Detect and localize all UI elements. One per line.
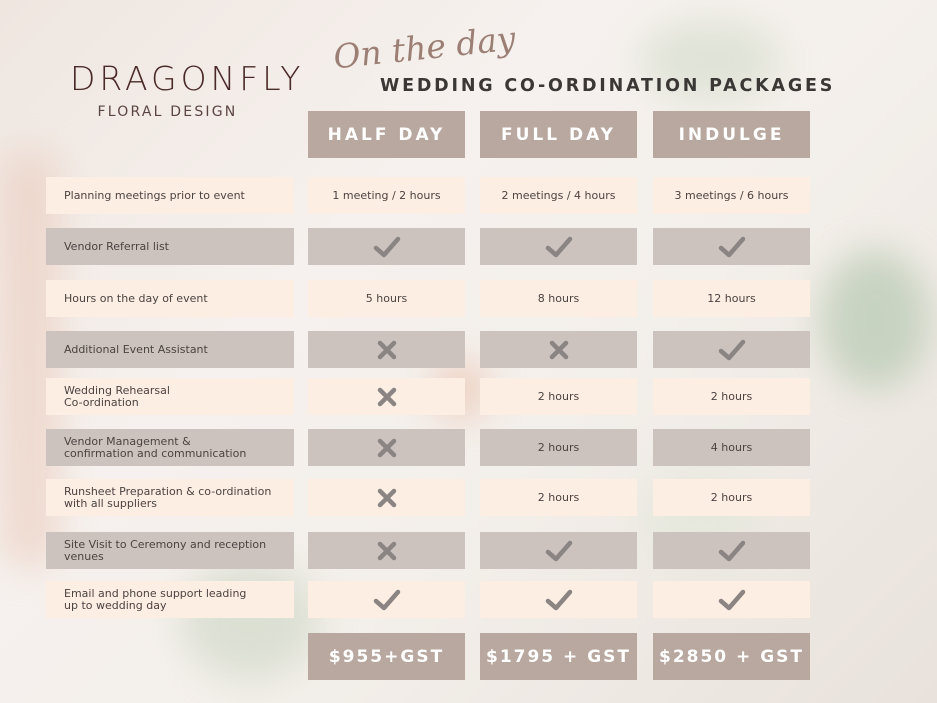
- cross-icon: [373, 539, 401, 563]
- package-header-2: INDULGE: [653, 111, 810, 158]
- check-icon: [308, 581, 465, 618]
- package-price-2: $2850 + GST: [653, 633, 810, 680]
- background-blur: [820, 250, 930, 390]
- feature-label: Vendor Management & confirmation and communication: [46, 429, 294, 466]
- package-header-0: HALF DAY: [308, 111, 465, 158]
- cross-icon: [308, 479, 465, 516]
- cross-icon: [308, 331, 465, 368]
- feature-label: Hours on the day of event: [46, 280, 294, 317]
- check-icon: [545, 588, 573, 612]
- package-price-1: $1795 + GST: [480, 633, 637, 680]
- cross-icon: [308, 429, 465, 466]
- brand-tagline: FLORAL DESIGN: [97, 104, 238, 120]
- feature-label: Email and phone support leading up to wedding day: [46, 581, 294, 618]
- feature-label: Additional Event Assistant: [46, 331, 294, 368]
- check-icon: [373, 588, 401, 612]
- check-icon: [653, 331, 810, 368]
- feature-label: Wedding Rehearsal Co-ordination: [46, 378, 294, 415]
- feature-label: Vendor Referral list: [46, 228, 294, 265]
- check-icon: [718, 588, 746, 612]
- cross-icon: [373, 338, 401, 362]
- feature-label: Planning meetings prior to event: [46, 177, 294, 214]
- package-price-0: $955+GST: [308, 633, 465, 680]
- check-icon: [718, 539, 746, 563]
- check-icon: [653, 532, 810, 569]
- check-icon: [545, 235, 573, 259]
- package-header-1: FULL DAY: [480, 111, 637, 158]
- check-icon: [480, 581, 637, 618]
- cross-icon: [373, 436, 401, 460]
- feature-value: 2 hours: [480, 378, 637, 415]
- page-title: WEDDING CO-ORDINATION PACKAGES: [380, 76, 836, 96]
- cross-icon: [308, 378, 465, 415]
- check-icon: [718, 338, 746, 362]
- cross-icon: [373, 486, 401, 510]
- check-icon: [545, 539, 573, 563]
- check-icon: [308, 228, 465, 265]
- brand-name: DRAGONFLY: [70, 59, 305, 98]
- script-heading: On the day: [331, 18, 518, 77]
- check-icon: [373, 235, 401, 259]
- cross-icon: [545, 338, 573, 362]
- cross-icon: [308, 532, 465, 569]
- feature-value: 5 hours: [308, 280, 465, 317]
- feature-value: 2 meetings / 4 hours: [480, 177, 637, 214]
- feature-value: 1 meeting / 2 hours: [308, 177, 465, 214]
- feature-label: Site Visit to Ceremony and reception venues: [46, 532, 294, 569]
- check-icon: [480, 228, 637, 265]
- cross-icon: [480, 331, 637, 368]
- feature-value: 2 hours: [480, 429, 637, 466]
- feature-value: 4 hours: [653, 429, 810, 466]
- feature-value: 2 hours: [653, 378, 810, 415]
- feature-value: 8 hours: [480, 280, 637, 317]
- feature-value: 12 hours: [653, 280, 810, 317]
- check-icon: [653, 228, 810, 265]
- cross-icon: [373, 385, 401, 409]
- background-blur: [180, 560, 320, 680]
- feature-label: Runsheet Preparation & co-ordination with all suppliers: [46, 479, 294, 516]
- check-icon: [653, 581, 810, 618]
- check-icon: [718, 235, 746, 259]
- feature-value: 3 meetings / 6 hours: [653, 177, 810, 214]
- feature-value: 2 hours: [653, 479, 810, 516]
- check-icon: [480, 532, 637, 569]
- feature-value: 2 hours: [480, 479, 637, 516]
